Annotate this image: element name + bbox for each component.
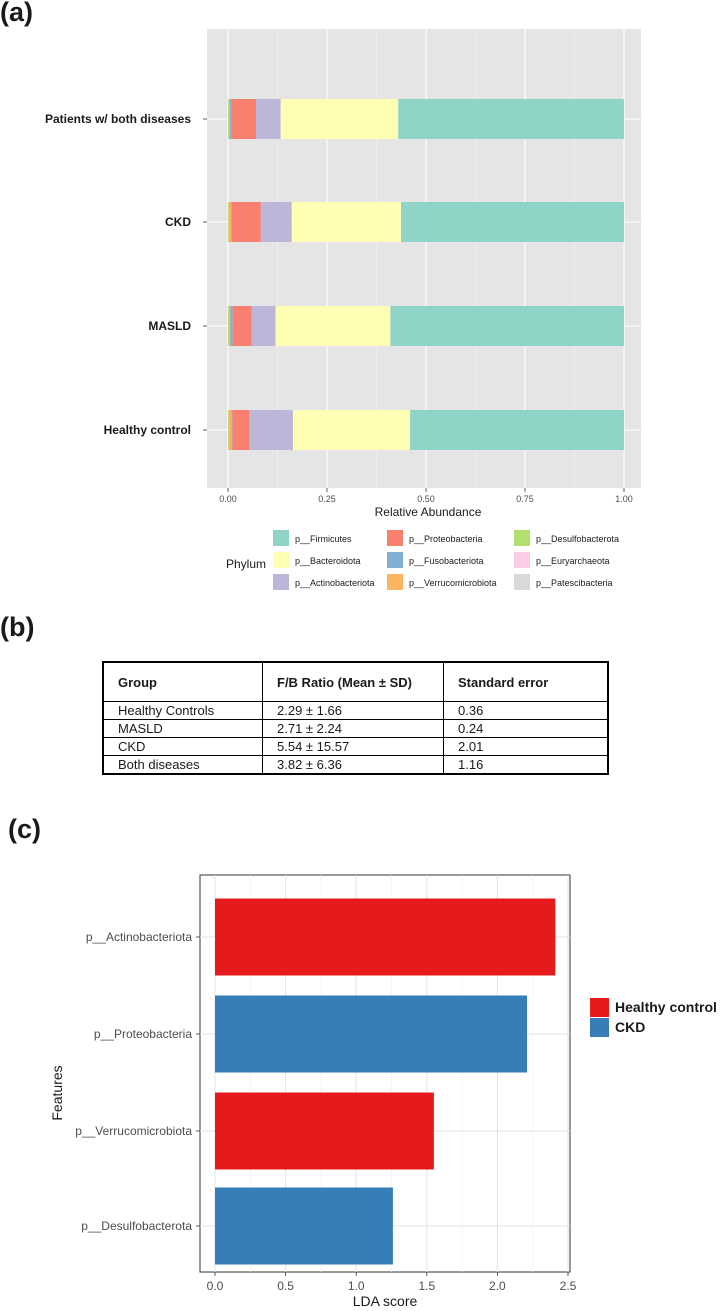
- cell-group: Both diseases: [103, 756, 263, 775]
- bar-segment-bacteroidota: [292, 202, 401, 242]
- bar-segment-desulfobacterota: [228, 99, 229, 139]
- x-tick-label: 0.5: [277, 1279, 294, 1293]
- legend-label: p__Proteobacteria: [409, 534, 483, 544]
- cell-fb-ratio: 3.82 ± 6.36: [263, 756, 444, 775]
- table-row: [103, 720, 608, 738]
- cell-group: Healthy Controls: [103, 702, 263, 720]
- y-tick-label: CKD: [165, 215, 191, 229]
- legend-swatch: [514, 552, 530, 568]
- bar-segment-proteobacteria: [232, 99, 257, 139]
- panel-label-a: (a): [0, 0, 33, 27]
- x-tick-label: 0.00: [219, 494, 237, 504]
- bar-segment-firmicutes: [390, 306, 624, 346]
- bar-segment-verrucomicrobiota: [229, 306, 231, 346]
- bar-segment-desulfobacterota: [228, 306, 229, 346]
- x-tick-label: 2.0: [489, 1279, 506, 1293]
- legend-swatch: [387, 530, 403, 546]
- cell-group: MASLD: [103, 720, 263, 738]
- fb-ratio-table: [102, 661, 609, 775]
- y-tick-label: Patients w/ both diseases: [44, 112, 191, 126]
- x-tick-label: 1.00: [615, 494, 633, 504]
- bar-segment-fusobacteriota: [230, 306, 232, 346]
- legend-swatch: [273, 574, 289, 590]
- bar-segment-verrucomicrobiota: [229, 202, 231, 242]
- header-fb-ratio: F/B Ratio (Mean ± SD): [263, 662, 444, 702]
- x-tick-label: 0.0: [206, 1279, 224, 1293]
- bar-segment-bacteroidota: [276, 306, 391, 346]
- bar-segment-proteobacteria: [233, 306, 252, 346]
- cell-fb-ratio: 5.54 ± 15.57: [263, 738, 444, 756]
- legend-label: p__Desulfobacterota: [536, 534, 620, 544]
- bar-segment-proteobacteria: [232, 202, 261, 242]
- legend-swatch: [514, 530, 530, 546]
- lda-bar-desulfobacterota: [215, 1188, 393, 1265]
- legend-swatch: [273, 530, 289, 546]
- bar-segment-fusobacteriota: [232, 410, 233, 450]
- legend-label: Healthy control: [615, 999, 717, 1015]
- x-tick-label: 2.5: [559, 1279, 577, 1293]
- y-tick-label: p__Verrucomicrobiota: [75, 1124, 192, 1138]
- cell-standard-error: 0.36: [444, 702, 609, 720]
- table-header-row: [103, 662, 608, 702]
- bar-segment-bacteroidota: [281, 99, 399, 139]
- legend-swatch: [387, 552, 403, 568]
- cell-standard-error: 0.24: [444, 720, 609, 738]
- cell-standard-error: 1.16: [444, 756, 609, 775]
- x-axis-label: LDA score: [352, 1293, 418, 1309]
- legend-swatch: [273, 552, 289, 568]
- legend-swatch: [387, 574, 403, 590]
- bar-segment-actinobacteriota: [256, 99, 281, 139]
- table-row: [103, 738, 608, 756]
- lda-bar-actinobacteriota: [215, 899, 555, 976]
- bar-segment-desulfobacterota: [228, 410, 229, 450]
- x-axis-label: Relative Abundance: [374, 505, 482, 519]
- legend-label: p__Firmicutes: [295, 534, 352, 544]
- x-tick-label: 0.75: [516, 494, 534, 504]
- bar-segment-verrucomicrobiota: [229, 99, 230, 139]
- lda-bar-verrucomicrobiota: [215, 1093, 434, 1170]
- table-row: [103, 702, 608, 720]
- y-tick-label: p__Desulfobacterota: [81, 1219, 192, 1233]
- cell-fb-ratio: 2.29 ± 1.66: [263, 702, 444, 720]
- y-axis-label: Features: [49, 1065, 65, 1121]
- legend-label: p__Verrucomicrobiota: [409, 578, 497, 588]
- legend-swatch: [590, 1018, 609, 1037]
- legend-label: p__Actinobacteriota: [295, 578, 375, 588]
- y-tick-label: p__Actinobacteriota: [85, 930, 192, 944]
- bar-segment-proteobacteria: [232, 410, 249, 450]
- legend-title: Phylum: [226, 557, 267, 571]
- cell-standard-error: 2.01: [444, 738, 609, 756]
- bar-segment-fusobacteriota: [230, 99, 232, 139]
- y-tick-label: Healthy control: [103, 423, 191, 437]
- stacked-bar-chart: [0, 0, 724, 600]
- header-standard-error: Standard error: [444, 662, 609, 702]
- x-tick-label: 0.25: [318, 494, 336, 504]
- legend-label: p__Fusobacteriota: [409, 556, 484, 566]
- x-tick-label: 1.0: [347, 1279, 365, 1293]
- panel-label-b: (b): [0, 612, 35, 642]
- cell-group: CKD: [103, 738, 263, 756]
- bar-segment-fusobacteriota: [231, 202, 232, 242]
- legend-label: CKD: [615, 1019, 646, 1035]
- bar-segment-verrucomicrobiota: [229, 410, 232, 450]
- legend-label: p__Euryarchaeota: [536, 556, 610, 566]
- bar-segment-firmicutes: [401, 202, 624, 242]
- y-tick-label: p__Proteobacteria: [93, 1027, 192, 1041]
- bar-segment-firmicutes: [398, 99, 624, 139]
- panel-label-c: (c): [8, 814, 41, 844]
- bar-segment-actinobacteriota: [249, 410, 293, 450]
- x-tick-label: 1.5: [418, 1279, 436, 1293]
- bar-segment-firmicutes: [410, 410, 624, 450]
- legend-swatch: [514, 574, 530, 590]
- bar-segment-actinobacteriota: [252, 306, 276, 346]
- legend-label: p__Bacteroidota: [295, 556, 361, 566]
- table-row: [103, 756, 608, 775]
- legend-label: p__Patescibacteria: [536, 578, 613, 588]
- bar-segment-actinobacteriota: [261, 202, 292, 242]
- lda-bar-proteobacteria: [215, 996, 527, 1073]
- header-group: Group: [103, 662, 263, 702]
- bar-segment-desulfobacterota: [228, 202, 229, 242]
- legend-swatch: [590, 998, 609, 1017]
- lda-bar-chart: [0, 860, 724, 1311]
- x-tick-label: 0.50: [417, 494, 435, 504]
- cell-fb-ratio: 2.71 ± 2.24: [263, 720, 444, 738]
- y-tick-label: MASLD: [148, 319, 191, 333]
- bar-segment-bacteroidota: [293, 410, 410, 450]
